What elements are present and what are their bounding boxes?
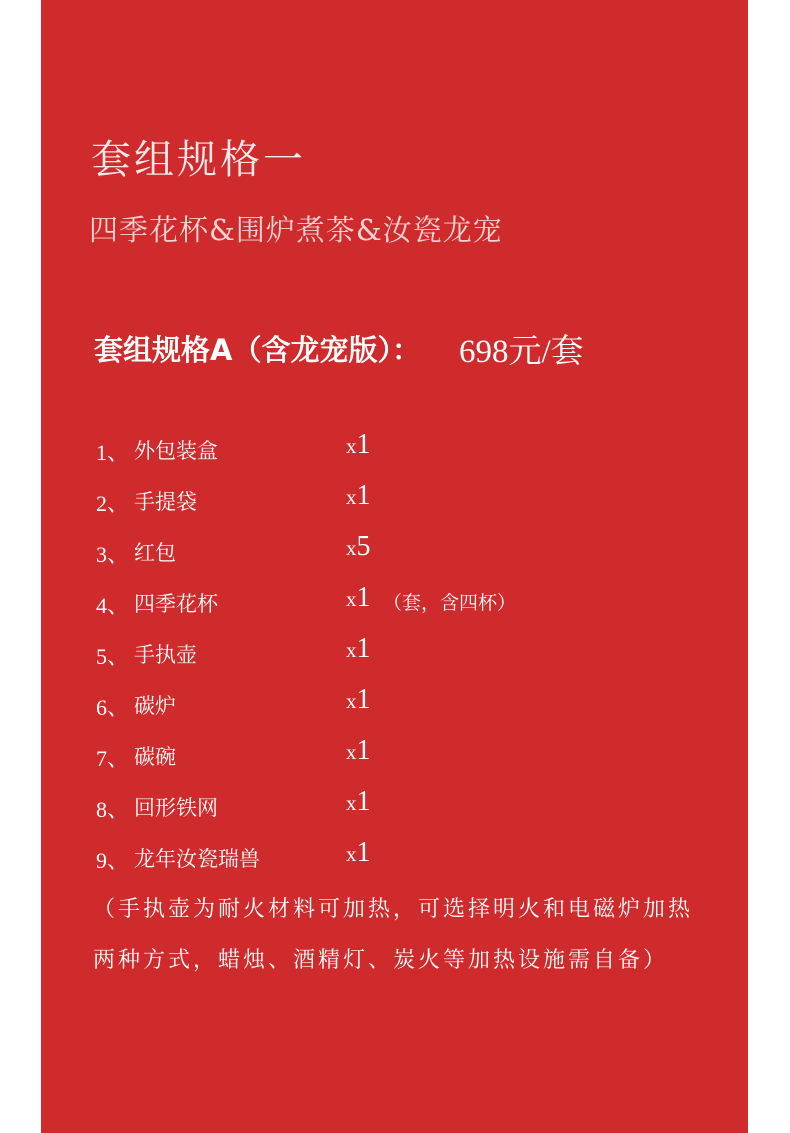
item-quantity [346, 786, 371, 818]
item-name: 手提袋 [134, 490, 197, 514]
quantity-x: x [346, 485, 357, 509]
quantity-x: x [346, 536, 357, 560]
item-name: 外包装盒 [134, 439, 218, 463]
item-number: 8、 [96, 797, 130, 822]
item-number: 3、 [96, 542, 130, 567]
page-title: 套组规格一 [91, 137, 306, 183]
item-number: 6、 [96, 695, 130, 720]
item-number: 4、 [96, 593, 130, 618]
item-name: 手执壶 [134, 643, 197, 667]
spec-price: 698元/套 [458, 333, 584, 370]
item-quantity [346, 837, 371, 869]
quantity-value: 1 [356, 837, 371, 868]
item-number: 9、 [96, 848, 130, 873]
quantity-x: x [346, 791, 357, 815]
item-number: 5、 [96, 644, 130, 669]
item-quantity [346, 531, 371, 563]
quantity-x: x [346, 434, 357, 458]
quantity-x: x [346, 740, 357, 764]
spec-price-line [94, 325, 584, 371]
quantity-x: x [346, 587, 357, 611]
product-spec-panel [41, 0, 748, 1133]
item-name: 回形铁网 [134, 796, 218, 820]
page-subtitle: 四季花杯&围炉煮茶&汝瓷龙宠 [89, 213, 503, 247]
quantity-x: x [346, 842, 357, 866]
quantity-value: 1 [356, 786, 371, 817]
quantity-value: 1 [356, 684, 371, 715]
item-name: 碳炉 [134, 694, 176, 718]
item-quantity [346, 429, 371, 461]
item-name: 红包 [134, 541, 176, 565]
quantity-value: 1 [356, 633, 371, 664]
item-number: 7、 [96, 746, 130, 771]
quantity-value: 1 [356, 735, 371, 766]
item-quantity [346, 480, 371, 512]
heating-note: （手执壶为耐火材料可加热，可选择明火和电磁炉加热两种方式，蜡烛、酒精灯、炭火等加热设施需自备） [93, 897, 694, 973]
item-note: （套，含四杯） [383, 592, 517, 614]
item-quantity [346, 633, 371, 665]
item-number: 1、 [96, 440, 130, 465]
spec-label: 套组规格A（含龙宠版）： [94, 332, 421, 367]
quantity-x: x [346, 638, 357, 662]
quantity-value: 1 [356, 582, 371, 613]
item-quantity [346, 684, 371, 716]
item-quantity [346, 735, 371, 767]
item-name: 四季花杯 [134, 592, 218, 616]
item-number: 2、 [96, 491, 130, 516]
item-name: 龙年汝瓷瑞兽 [134, 847, 260, 871]
quantity-x: x [346, 689, 357, 713]
item-name: 碳碗 [134, 745, 176, 769]
quantity-value: 1 [356, 429, 371, 460]
item-quantity [346, 582, 371, 614]
quantity-value: 1 [356, 480, 371, 511]
quantity-value: 5 [356, 531, 371, 562]
